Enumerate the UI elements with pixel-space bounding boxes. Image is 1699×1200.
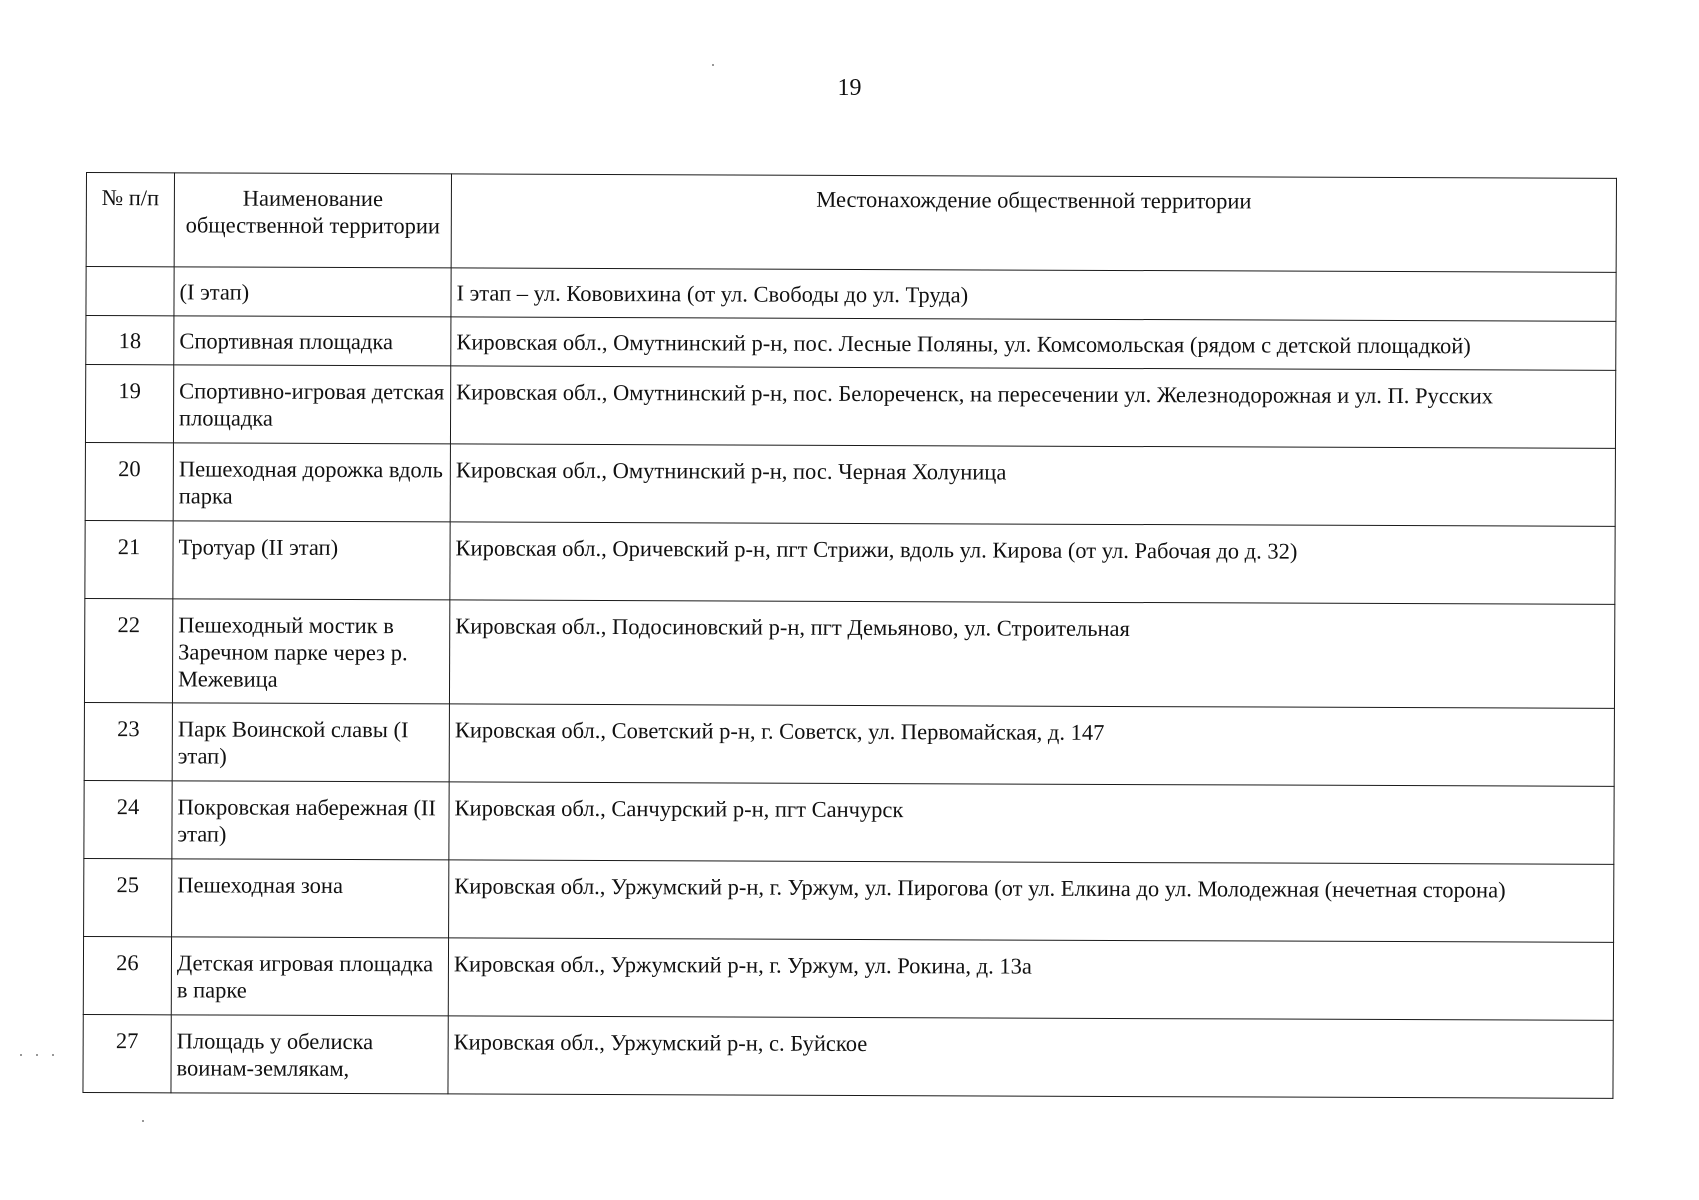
table-row — [84, 858, 1614, 942]
table-row — [84, 780, 1614, 864]
table-row — [84, 598, 1614, 708]
table-row — [84, 702, 1614, 786]
table-header-row — [86, 173, 1616, 273]
row-name: Парк Воинской славы (I этап) — [172, 703, 449, 782]
header-num: № п/п — [86, 173, 174, 267]
row-num: 23 — [84, 702, 172, 780]
row-location: Кировская обл., Оричевский р-н, пгт Стрижи, вдоль ул. Кирова (от ул. Рабочая до д. 32) — [450, 522, 1615, 604]
scan-speck — [20, 1054, 22, 1056]
scan-speck — [36, 1054, 38, 1056]
row-num — [86, 267, 174, 316]
row-name: (I этап) — [174, 267, 451, 317]
row-location: Кировская обл., Советский р-н, г. Советск, ул. Первомайская, д. 147 — [449, 704, 1614, 786]
row-num: 20 — [85, 442, 173, 520]
row-name: Покровская набережная (II этап) — [172, 781, 449, 860]
header-location: Местонахождение общественной территории — [451, 174, 1616, 272]
row-num: 26 — [83, 936, 171, 1014]
row-location: I этап – ул. Кововихина (от ул. Свободы до ул. Труда) — [451, 268, 1616, 321]
table-row — [85, 520, 1615, 604]
table-row — [86, 267, 1616, 322]
scan-speck — [142, 1120, 144, 1122]
row-name: Детская игровая площадка в парке — [171, 937, 448, 1016]
row-num: 22 — [84, 598, 172, 702]
table-row — [86, 316, 1616, 371]
table-row — [85, 365, 1615, 449]
row-location: Кировская обл., Уржумский р-н, с. Буйское — [448, 1016, 1613, 1098]
row-location: Кировская обл., Уржумский р-н, г. Уржум, ул. Пирогова (от ул. Елкина до ул. Молодежная (нечетная сторона) — [449, 860, 1614, 942]
row-location: Кировская обл., Омутнинский р-н, пос. Черная Холуница — [450, 444, 1615, 526]
row-location: Кировская обл., Уржумский р-н, г. Уржум, ул. Рокина, д. 13а — [448, 938, 1613, 1020]
row-location: Кировская обл., Подосиновский р-н, пгт Демьяново, ул. Строительная — [449, 600, 1614, 708]
header-name: Наименование общественной территории — [174, 173, 451, 268]
row-name: Пешеходная дорожка вдоль парка — [173, 443, 450, 522]
page-number: 19 — [837, 75, 862, 101]
row-num: 27 — [83, 1014, 171, 1092]
table-row — [83, 1014, 1613, 1098]
row-name: Спортивная площадка — [174, 316, 451, 366]
row-name: Пешеходный мостик в Заречном парке через р. Межевица — [172, 599, 449, 704]
row-num: 21 — [85, 520, 173, 598]
scan-speck — [712, 64, 714, 66]
row-num: 24 — [84, 780, 172, 858]
table-row — [85, 442, 1615, 526]
row-num: 18 — [86, 316, 174, 365]
row-name: Площадь у обелиска воинам-землякам, — [171, 1015, 448, 1094]
table-row — [83, 936, 1613, 1020]
row-num: 25 — [84, 858, 172, 936]
row-location: Кировская обл., Омутнинский р-н, пос. Лесные Поляны, ул. Комсомольская (рядом с детской площадкой) — [451, 317, 1616, 370]
row-name: Тротуар (II этап) — [173, 521, 450, 600]
row-location: Кировская обл., Омутнинский р-н, пос. Белореченск, на пересечении ул. Железнодорожная и ул. П. Русских — [450, 366, 1615, 448]
row-location: Кировская обл., Санчурский р-н, пгт Санчурск — [449, 782, 1614, 864]
scan-speck — [52, 1054, 54, 1056]
row-name: Пешеходная зона — [172, 859, 449, 938]
public-territories-table — [82, 172, 1617, 1099]
row-num: 19 — [85, 365, 173, 443]
row-name: Спортивно-игровая детская площадка — [173, 365, 450, 444]
